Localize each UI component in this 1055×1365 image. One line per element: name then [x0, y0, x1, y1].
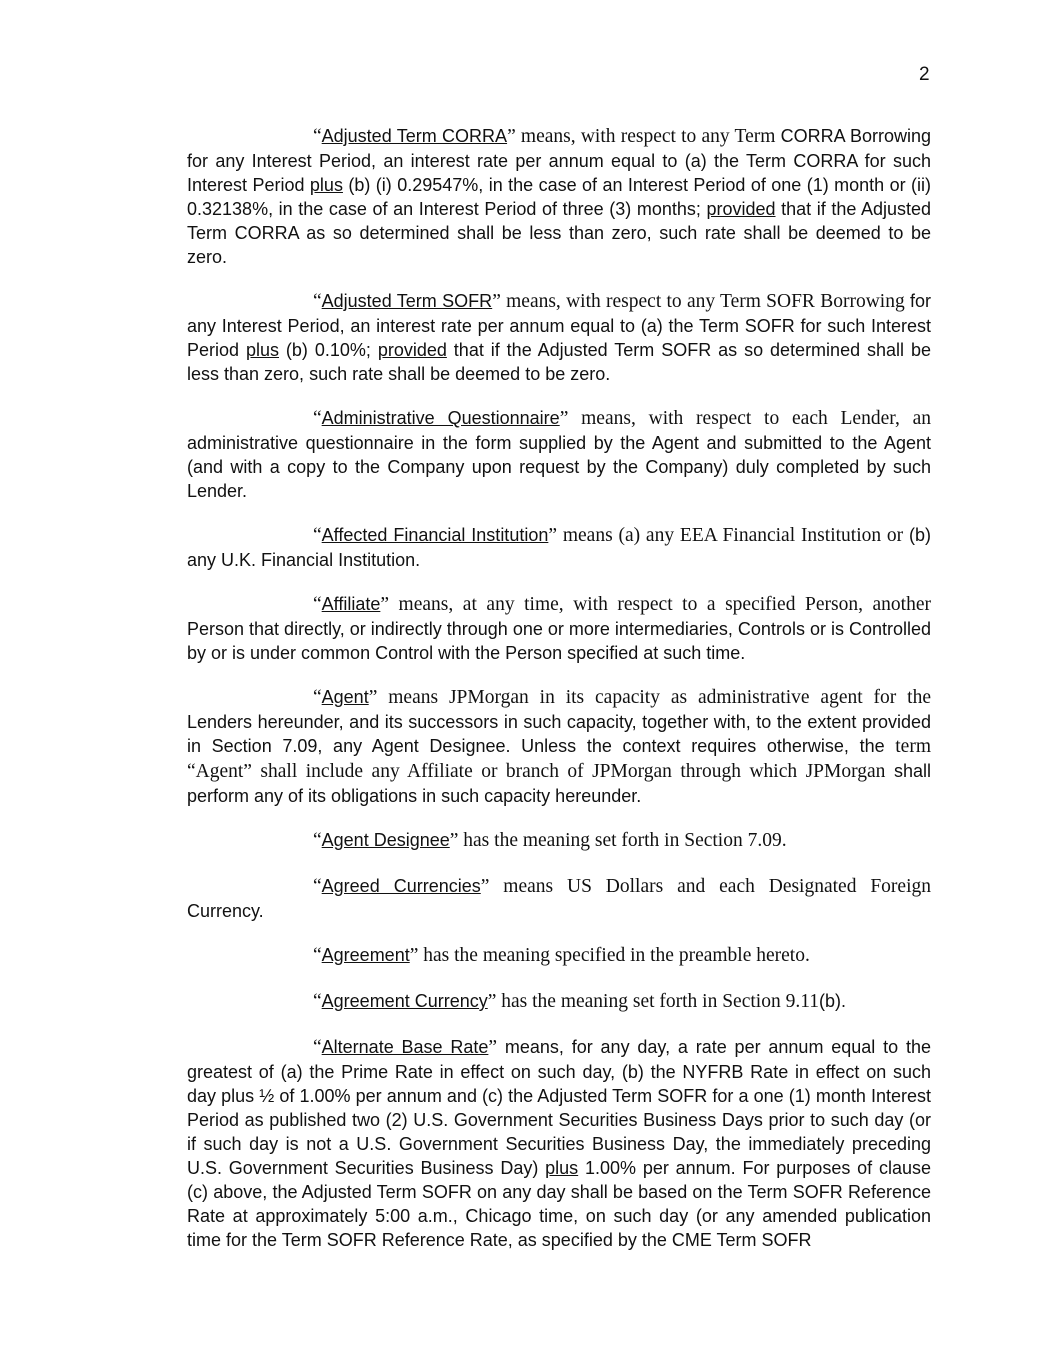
definition-affiliate: “Affiliate” means, at any time, with respect to a specified Person, another Person that directly, or indirectly through one or more intermediaries, Controls or is Controlled by or is under common Control with the Person specified at such time. [187, 594, 931, 663]
definition-agent: “Agent” means JPMorgan in its capacity as administrative agent for the Lenders hereunder, and its successors in such capacity, together with, to the extent provided in Section 7.09, any Agent Designee. Unless the context requires otherwise, the term “Agent” shall include any Affiliate or branch of JPMorgan through which JPMorgan shall perform any of its obligations in such capacity hereunder. [187, 687, 931, 806]
defined-term: Administrative Questionnaire [321, 408, 560, 428]
defined-term: Affiliate [321, 594, 381, 614]
defined-term: Agreed Currencies [321, 876, 481, 896]
defined-term: Agent [321, 687, 369, 707]
definition-agreement-currency: “Agreement Currency” has the meaning set forth in Section 9.11(b). [313, 991, 846, 1012]
definition-administrative-questionnaire: “Administrative Questionnaire” means, with respect to each Lender, an administrative questionnaire in the form supplied by the Agent and submitted to the Agent (and with a copy to the Company upon request by the Company) duly completed by such Lender. [187, 408, 932, 501]
document-body [187, 124, 931, 1272]
defined-term: Affected Financial Institution [321, 525, 549, 545]
page-number: 2 [919, 64, 930, 85]
defined-term: Agent Designee [321, 830, 450, 850]
definition-adjusted-term-sofr: “Adjusted Term SOFR” means, with respect to any Term SOFR Borrowing for any Interest Period, an interest rate per annum equal to (a) the Term SOFR for such Interest Period plus (b) 0.10%; provided that if the Adjusted Term SOFR as so determined shall be less than zero, such rate shall be deemed to be zero. [187, 291, 931, 384]
definition-alternate-base-rate: “Alternate Base Rate” means, for any day, a rate per annum equal to the greatest of (a) the Prime Rate in effect on such day, (b) the NYFRB Rate in effect on such day plus ½ of 1.00% per annum and (c) the Adjusted Term SOFR for a one (1) month Interest Period as published two (2) U.S. Government Securities Business Days prior to such day (or if such day is not a U.S. Government Securities Business Day, the immediately preceding U.S. Government Securities Business Day) plus 1.00% per annum. For purposes of clause (c) above, the Adjusted Term SOFR on any day shall be based on the Term SOFR Reference Rate at approximately 5:00 a.m., Chicago time, on such day (or any amended publication time for the Term SOFR Reference Rate, as specified by the CME Term SOFR [187, 1037, 931, 1250]
definition-agent-designee: “Agent Designee” has the meaning set forth in Section 7.09. [313, 830, 787, 851]
defined-term: Agreement [321, 945, 410, 965]
defined-term: Agreement Currency [321, 991, 488, 1011]
definition-agreement: “Agreement” has the meaning specified in the preamble hereto. [313, 945, 810, 966]
definition-affected-financial-institution: “Affected Financial Institution” means (a) any EEA Financial Institution or (b) any U.K. Financial Institution. [187, 525, 931, 570]
defined-term: Adjusted Term CORRA [321, 126, 508, 146]
definition-agreed-currencies: “Agreed Currencies” means US Dollars and each Designated Foreign [313, 876, 932, 897]
definition-adjusted-term-corra: “Adjusted Term CORRA” means, with respect to any Term CORRA Borrowing for any Interest Period, an interest rate per annum equal to (a) the Term CORRA for such Interest Period plus (b) (i) 0.29547%, in the case of an Interest Period of one (1) month or (ii) 0.32138%, in the case of an Interest Period of three (3) months; provided that if the Adjusted Term CORRA as so determined shall be less than zero, such rate shall be deemed to be zero. [187, 126, 932, 267]
defined-term: Alternate Base Rate [321, 1037, 489, 1057]
definition-agreed-currencies-continuation: Currency. [187, 901, 264, 921]
defined-term: Adjusted Term SOFR [321, 291, 493, 311]
